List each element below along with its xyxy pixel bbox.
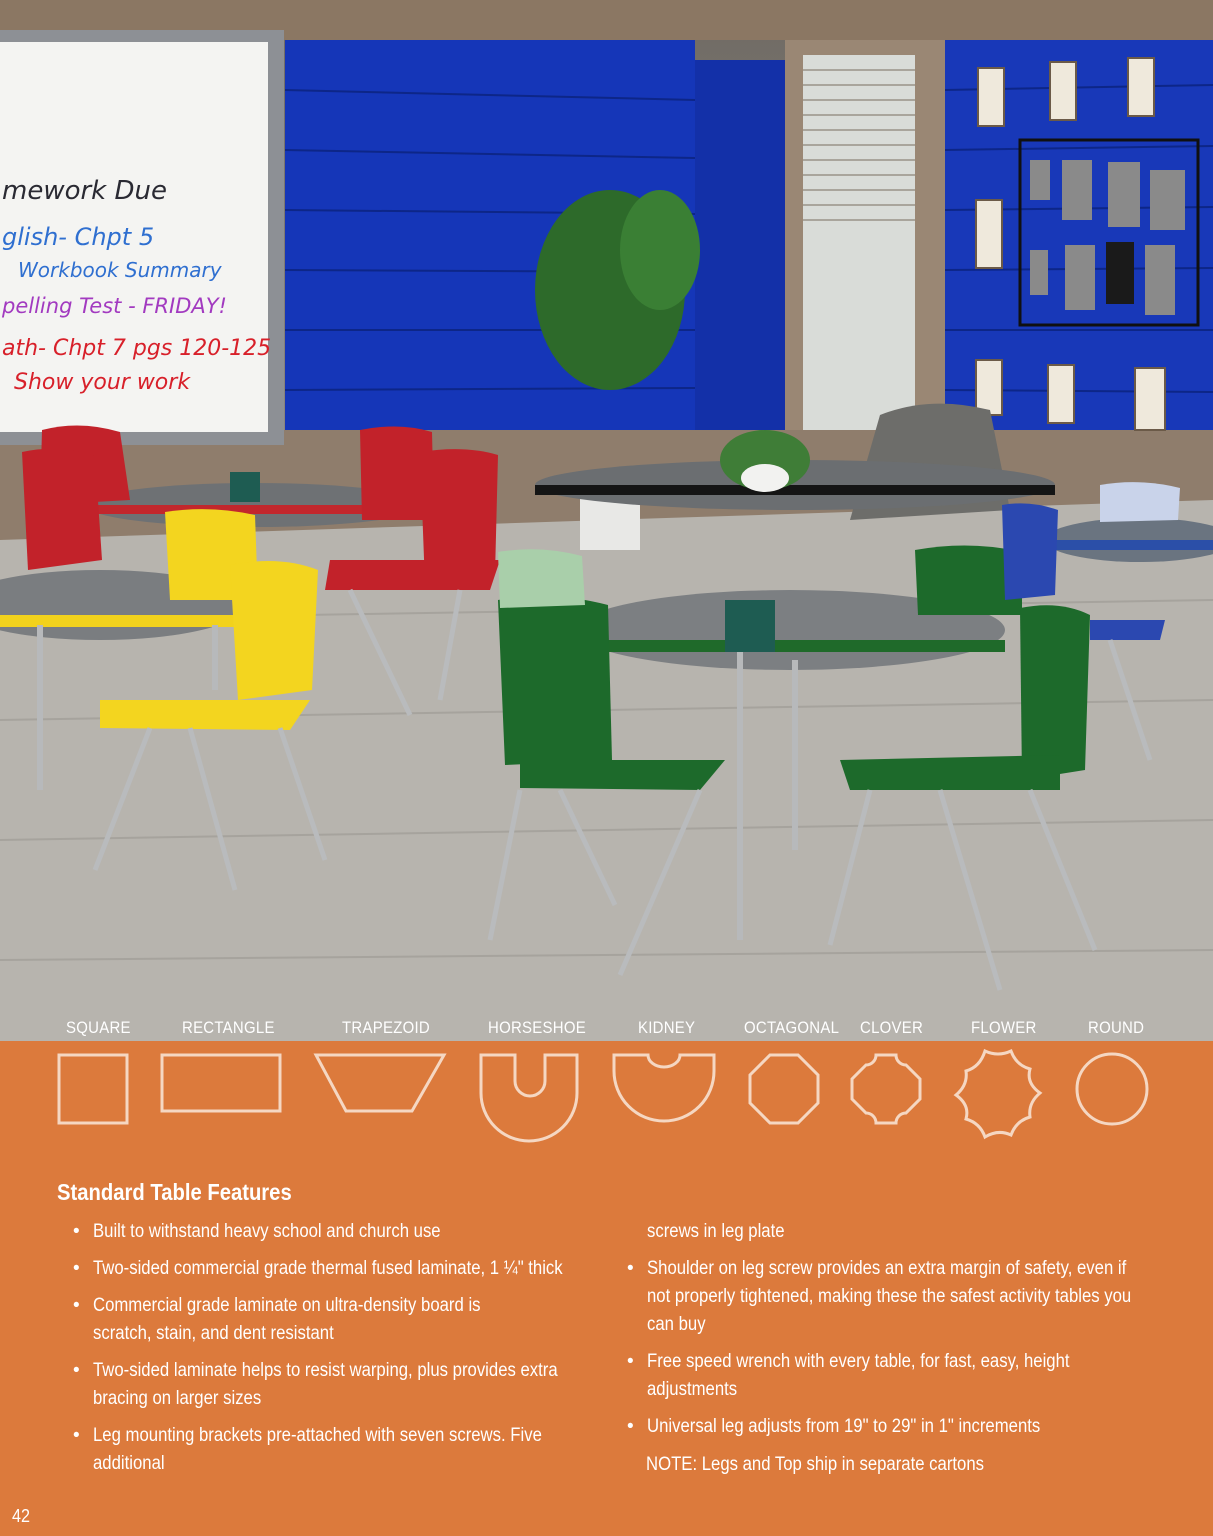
circle-icon: [1077, 1054, 1147, 1124]
bullet-dot: •: [73, 1425, 80, 1446]
feature-item: • Two-sided commercial grade thermal fused laminate, 1 ¼" thick: [57, 1255, 637, 1283]
bullet-dot: •: [73, 1295, 80, 1316]
kidney-icon: [614, 1055, 714, 1121]
shape-label-round: ROUND: [1088, 1018, 1145, 1037]
shipping-note: NOTE: Legs and Top ship in separate cartons: [646, 1454, 985, 1475]
shape-label-horseshoe: HORSESHOE: [488, 1018, 586, 1037]
feature-item: • Built to withstand heavy school and church use: [57, 1218, 637, 1246]
square-icon: [59, 1055, 127, 1123]
bullet-dot: •: [73, 1258, 80, 1279]
rectangle-icon: [162, 1055, 280, 1111]
features-title: Standard Table Features: [57, 1179, 292, 1205]
whiteboard-line-1: mework Due: [2, 176, 168, 206]
whiteboard-line-3: Workbook Summary: [18, 258, 222, 282]
shape-label-octagonal: OCTAGONAL: [744, 1018, 840, 1037]
shape-label-square: SQUARE: [66, 1018, 131, 1037]
features-column-left: [57, 1218, 637, 1487]
whiteboard-line-4: pelling Test - FRIDAY!: [2, 294, 227, 318]
shape-label-clover: CLOVER: [860, 1018, 924, 1037]
shape-label-kidney: KIDNEY: [638, 1018, 696, 1037]
whiteboard-line-5: ath- Chpt 7 pgs 120-125: [2, 336, 272, 361]
shape-label-flower: FLOWER: [971, 1018, 1037, 1037]
table-shapes-row: [0, 1041, 1213, 1151]
bullet-dot: •: [73, 1221, 80, 1242]
feature-item-continuation: screws in leg plate: [647, 1221, 785, 1242]
octagon-icon: [750, 1055, 818, 1123]
feature-item: • Commercial grade laminate on ultra-density board is scratch, stain, and dent resistant: [57, 1292, 583, 1348]
bullet-dot: •: [627, 1258, 634, 1279]
features-column-right: [611, 1218, 1201, 1479]
feature-item: • Two-sided laminate helps to resist warping, plus provides extra bracing on larger sizes: [57, 1357, 661, 1413]
bullet-dot: •: [73, 1360, 80, 1381]
feature-item: • Free speed wrench with every table, for fast, easy, height adjustments: [611, 1348, 1201, 1404]
clover-icon: [852, 1055, 920, 1123]
feature-item: • Shoulder on leg screw provides an extra margin of safety, even if not properly tightened, making these the safest activity tables you can buy: [611, 1255, 1213, 1339]
page-number: 42: [12, 1506, 31, 1526]
shape-label-trapezoid: TRAPEZOID: [342, 1018, 430, 1037]
flower-icon: [956, 1051, 1040, 1137]
feature-item: • Leg mounting brackets pre-attached with seven screws. Five additional: [57, 1422, 637, 1478]
trapezoid-icon: [316, 1055, 444, 1111]
bullet-dot: •: [627, 1351, 634, 1372]
whiteboard-line-2: glish- Chpt 5: [2, 223, 155, 251]
shape-label-rectangle: RECTANGLE: [182, 1018, 275, 1037]
whiteboard-line-6: Show your work: [14, 370, 191, 395]
feature-item: • Universal leg adjusts from 19" to 29" in 1" increments: [611, 1413, 1201, 1441]
horseshoe-icon: [481, 1055, 577, 1141]
bullet-dot: •: [627, 1416, 634, 1437]
